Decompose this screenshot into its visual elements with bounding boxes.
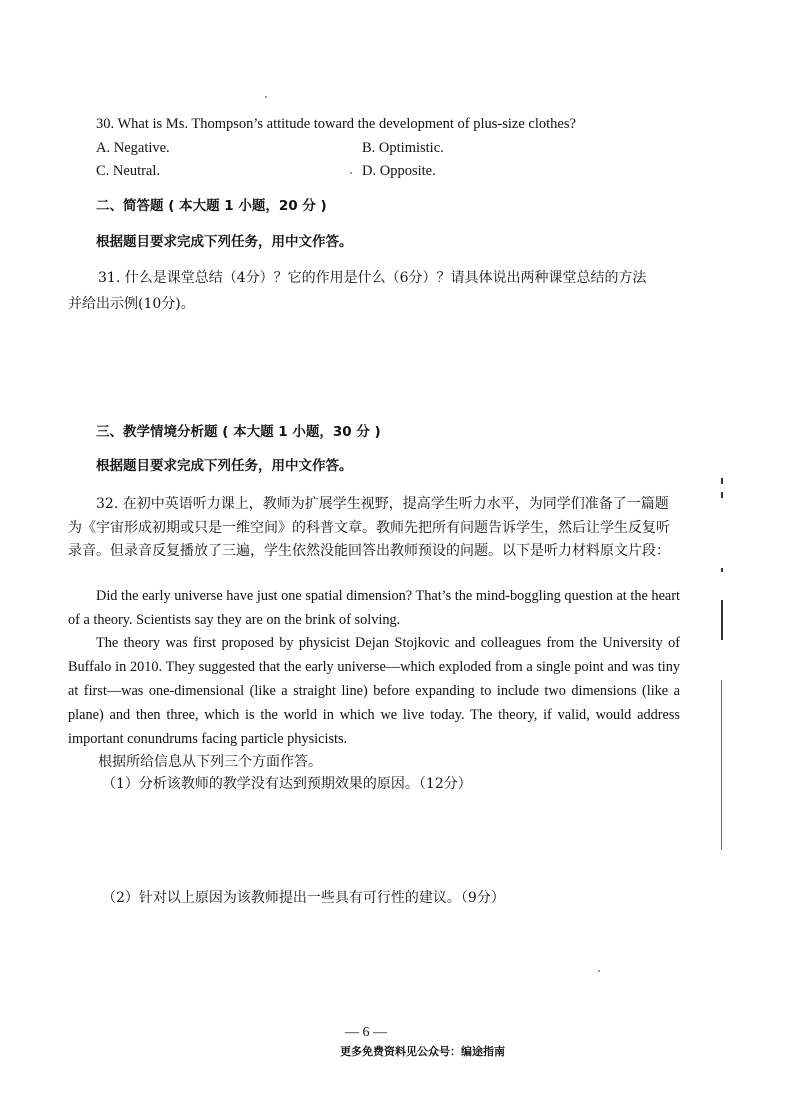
q31-line2: 并给出示例(10分)。	[68, 296, 195, 312]
passage-paragraph-2	[68, 631, 680, 751]
q30-option-c: C. Neutral.	[96, 163, 161, 179]
scan-speck	[265, 96, 267, 98]
scan-speck	[350, 172, 352, 174]
section3-instruction: 根据题目要求完成下列任务，用中文作答。	[96, 458, 353, 474]
scan-mark	[721, 478, 723, 484]
q30-option-a: A. Negative.	[96, 140, 170, 156]
section2-instruction: 根据题目要求完成下列任务，用中文作答。	[96, 234, 353, 250]
section3-heading: 三、教学情境分析题 ( 本大题 1 小题，30 分 )	[96, 424, 381, 440]
task-1: （1）分析该教师的教学没有达到预期效果的原因。（12分）	[102, 776, 472, 792]
passage-p2-text: The theory was first proposed by physicist Dejan Stojkovic and colleagues from the University of Buffalo in 2010. They suggested that the early universe—which exploded from a single point and was tiny at first—was one-dimensional (like a straight line) before expanding to include two dimensions (like a plane) and then three, which is the world in which we live today. The theory, if valid, would address important conundrums facing particle physicists.	[68, 635, 680, 747]
scan-mark	[721, 492, 723, 498]
passage-paragraph-1	[68, 584, 680, 632]
answer-requirement: 根据所给信息从下列三个方面作答。	[98, 754, 322, 770]
q30-stem: 30. What is Ms. Thompson’s attitude toward the development of plus-size clothes?	[96, 116, 576, 132]
q31-line1: 31. 什么是课堂总结（4分）？它的作用是什么（6分）？请具体说出两种课堂总结的方法	[98, 270, 647, 286]
q32-intro-text: 32. 在初中英语听力课上，教师为扩展学生视野，提高学生听力水平，为同学们准备了一篇题为《宇宙形成初期或只是一维空间》的科普文章。教师先把所有问题告诉学生，然后让学生反复听录音。但录音反复播放了三遍，学生依然没能回答出教师预设的问题。以下是听力材料原文片段：	[68, 496, 670, 559]
footer-note: 更多免费资料见公众号：编途指南	[340, 1045, 505, 1058]
scan-mark	[721, 680, 722, 850]
q32-intro	[68, 493, 680, 564]
section2-heading: 二、简答题 ( 本大题 1 小题，20 分 )	[96, 198, 327, 214]
page-number: — 6 —	[345, 1025, 387, 1040]
passage-p1-text: Did the early universe have just one spatial dimension? That’s the mind-boggling question at the heart of a theory. Scientists say they are on the brink of solving.	[68, 588, 680, 628]
task-2: （2）针对以上原因为该教师提出一些具有可行性的建议。（9分）	[102, 890, 505, 906]
scan-speck	[598, 970, 600, 972]
scan-mark	[721, 600, 723, 640]
q30-option-b: B. Optimistic.	[362, 140, 444, 156]
scan-mark	[721, 568, 723, 572]
q30-option-d: D. Opposite.	[362, 163, 436, 179]
